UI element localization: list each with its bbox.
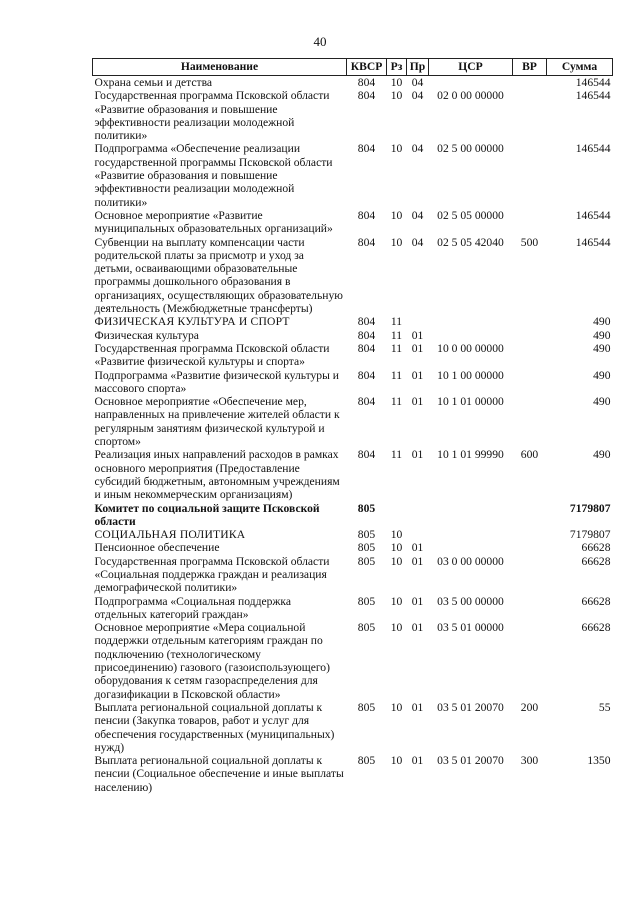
row-csr: 03 5 01 20070 (437, 754, 504, 768)
row-name: Основное мероприятие «Обеспечение мер, направленных на привлечение жителей области к регулярным занятиям физической культурой и спортом» (94, 395, 340, 449)
table-row (93, 528, 613, 541)
row-rz: 11 (390, 448, 403, 462)
row-sum: 146544 (575, 235, 611, 249)
row-pr: 04 (411, 89, 424, 103)
row-csr: 10 1 01 00000 (437, 395, 504, 409)
row-sum: 7179807 (569, 501, 611, 515)
row-vr (513, 595, 547, 622)
table-row (93, 502, 613, 529)
row-pr: 04 (411, 208, 424, 222)
header-kvsr: КВСР (347, 59, 387, 76)
row-name: Государственная программа Псковской области «Социальная поддержка граждан и реализация демографической политики» (94, 554, 330, 595)
row-vr (513, 329, 547, 342)
header-name: Наименование (93, 59, 347, 76)
table-row (93, 209, 613, 236)
row-rz: 11 (390, 328, 403, 342)
row-pr: 01 (411, 554, 424, 568)
row-kvsr: 805 (357, 554, 376, 568)
table-row (93, 329, 613, 342)
table-row (93, 701, 613, 754)
row-rz: 10 (390, 700, 403, 714)
table-row (93, 754, 613, 794)
row-pr (407, 502, 429, 529)
page-number: 40 (313, 34, 327, 49)
row-pr: 01 (411, 621, 424, 635)
row-csr (429, 541, 513, 554)
row-rz: 10 (390, 621, 403, 635)
row-name: Комитет по социальной защите Псковской области (94, 501, 320, 528)
header-vr: ВР (513, 59, 547, 76)
row-csr: 02 5 05 00000 (437, 208, 504, 222)
row-rz: 10 (390, 235, 403, 249)
table-row (93, 315, 613, 328)
row-sum: 490 (593, 448, 611, 462)
row-csr: 10 0 00 00000 (437, 341, 504, 355)
row-sum: 1350 (587, 754, 611, 768)
row-kvsr: 804 (357, 208, 376, 222)
row-rz: 11 (390, 368, 403, 382)
table-row (93, 142, 613, 208)
row-pr: 01 (411, 448, 424, 462)
row-rz: 10 (390, 528, 403, 542)
row-kvsr: 805 (357, 541, 376, 555)
row-sum: 490 (593, 341, 611, 355)
row-csr: 02 5 05 42040 (437, 235, 504, 249)
row-pr: 01 (411, 341, 424, 355)
row-kvsr: 805 (357, 621, 376, 635)
row-name: Подпрограмма «Социальная поддержка отдельных категорий граждан» (94, 594, 292, 621)
row-vr: 300 (520, 754, 539, 768)
row-kvsr: 805 (357, 754, 376, 768)
row-sum: 146544 (575, 89, 611, 103)
row-kvsr: 805 (357, 501, 376, 515)
row-kvsr: 805 (357, 700, 376, 714)
row-sum: 146544 (575, 208, 611, 222)
row-vr (513, 209, 547, 236)
row-name: Основное мероприятие «Развитие муниципальных образовательных организаций» (94, 208, 333, 236)
row-vr (513, 89, 547, 142)
row-name: Государственная программа Псковской области «Развитие физической культуры и спорта» (94, 341, 330, 369)
row-name: Подпрограмма «Обеспечение реализации государственной программы Псковской области «Развитие образования и повышение эффективности реализации молодежной политики» (94, 142, 333, 209)
row-pr: 04 (411, 235, 424, 249)
row-pr: 01 (411, 395, 424, 409)
row-name: Основное мероприятие «Мера социальной поддержки отдельным категориям граждан по подключению (технологическому присоединению) газового (газоиспользующего) оборудования к сетям газораспределения для догазификации в Псковской области» (94, 621, 330, 701)
row-sum: 490 (593, 368, 611, 382)
row-sum: 146544 (575, 142, 611, 156)
row-name: Подпрограмма «Развитие физической культуры и массового спорта» (94, 368, 339, 395)
row-csr: 03 0 00 00000 (437, 554, 504, 568)
row-csr: 02 0 00 00000 (437, 89, 504, 103)
row-sum: 146544 (575, 76, 611, 89)
row-pr (407, 528, 429, 541)
header-csr: ЦСР (429, 59, 513, 76)
table-row (93, 89, 613, 142)
table-row (93, 236, 613, 316)
row-sum: 66628 (581, 594, 611, 608)
row-csr: 03 5 01 00000 (437, 621, 504, 635)
row-csr: 03 5 01 20070 (437, 700, 504, 714)
row-vr (513, 541, 547, 554)
row-vr (513, 342, 547, 369)
row-name: Выплата региональной социальной доплаты к пенсии (Социальное обеспечение и иные выплаты населению) (94, 754, 344, 794)
row-pr (407, 315, 429, 328)
table-row (93, 369, 613, 396)
row-vr (513, 142, 547, 208)
row-rz: 11 (390, 395, 403, 409)
table-row (93, 555, 613, 595)
row-vr (513, 555, 547, 595)
row-name: Охрана семьи и детства (94, 76, 213, 89)
row-vr (513, 621, 547, 701)
row-vr: 600 (520, 448, 539, 462)
row-name: СОЦИАЛЬНАЯ ПОЛИТИКА (94, 528, 246, 542)
row-name: Государственная программа Псковской области «Развитие образования и повышение эффективности реализации молодежной политики» (94, 89, 330, 143)
row-kvsr: 804 (357, 315, 376, 329)
row-sum: 55 (598, 700, 611, 714)
row-rz: 10 (390, 754, 403, 768)
row-kvsr: 804 (357, 328, 376, 342)
row-csr (429, 502, 513, 529)
row-kvsr: 805 (357, 528, 376, 542)
row-csr: 10 1 01 99990 (437, 448, 504, 462)
row-rz: 10 (390, 76, 403, 89)
row-vr (513, 395, 547, 448)
row-name: Пенсионное обеспечение (94, 541, 220, 555)
row-name: Физическая культура (94, 328, 199, 342)
row-pr: 04 (411, 76, 424, 89)
row-csr (429, 76, 513, 90)
row-kvsr: 804 (357, 341, 376, 355)
row-kvsr: 804 (357, 235, 376, 249)
row-csr: 10 1 00 00000 (437, 368, 504, 382)
row-sum: 66628 (581, 621, 611, 635)
row-kvsr: 804 (357, 76, 376, 89)
row-vr: 200 (520, 700, 539, 714)
row-pr: 01 (411, 541, 424, 555)
table-row (93, 76, 613, 90)
table-row (93, 342, 613, 369)
row-sum: 490 (593, 328, 611, 342)
row-vr (513, 528, 547, 541)
table-row (93, 541, 613, 554)
table-row (93, 448, 613, 501)
row-rz: 10 (390, 89, 403, 103)
row-csr: 03 5 00 00000 (437, 594, 504, 608)
row-sum: 490 (593, 395, 611, 409)
table-row (93, 595, 613, 622)
header-rz: Рз (387, 59, 407, 76)
budget-table (92, 58, 613, 794)
table-row (93, 621, 613, 701)
row-rz: 10 (390, 541, 403, 555)
row-pr: 01 (411, 594, 424, 608)
row-name: Выплата региональной социальной доплаты к пенсии (Закупка товаров, работ и услуг для обеспечения государственных (муниципальных) нужд) (94, 700, 335, 754)
row-kvsr: 805 (357, 594, 376, 608)
row-pr: 01 (411, 700, 424, 714)
row-rz: 10 (390, 594, 403, 608)
table-header-row (93, 59, 613, 76)
row-kvsr: 804 (357, 395, 376, 409)
row-rz (387, 502, 407, 529)
row-vr (513, 502, 547, 529)
row-vr (513, 369, 547, 396)
row-name: ФИЗИЧЕСКАЯ КУЛЬТУРА И СПОРТ (94, 315, 290, 329)
row-pr: 01 (411, 754, 424, 768)
row-rz: 10 (390, 142, 403, 156)
row-name: Реализация иных направлений расходов в рамках основного мероприятия (Предоставление субсидий бюджетным, автономным учреждениям и иным некоммерческим организациям) (94, 448, 340, 502)
row-sum: 66628 (581, 541, 611, 555)
row-pr: 04 (411, 142, 424, 156)
header-pr: Пр (407, 59, 429, 76)
row-sum: 7179807 (569, 528, 611, 542)
row-vr: 500 (520, 235, 539, 249)
row-csr (429, 329, 513, 342)
row-vr (513, 315, 547, 328)
row-name: Субвенции на выплату компенсации части родительской платы за присмотр и уход за детьми, осваивающими образовательные программы дошкольного образования в организациях, осуществляющих образовательную деятельность (Межбюджетные трансферты) (94, 235, 343, 316)
row-csr (429, 528, 513, 541)
table-row (93, 395, 613, 448)
row-rz: 10 (390, 554, 403, 568)
row-sum: 490 (593, 315, 611, 329)
row-sum: 66628 (581, 554, 611, 568)
header-sum: Сумма (547, 59, 613, 76)
row-kvsr: 804 (357, 368, 376, 382)
row-csr: 02 5 00 00000 (437, 142, 504, 156)
row-rz: 11 (390, 315, 403, 329)
row-pr: 01 (411, 328, 424, 342)
row-rz: 10 (390, 208, 403, 222)
row-kvsr: 804 (357, 448, 376, 462)
row-csr (429, 315, 513, 328)
row-kvsr: 804 (357, 142, 376, 156)
row-kvsr: 804 (357, 89, 376, 103)
row-vr (513, 76, 547, 90)
row-pr: 01 (411, 368, 424, 382)
row-rz: 11 (390, 341, 403, 355)
